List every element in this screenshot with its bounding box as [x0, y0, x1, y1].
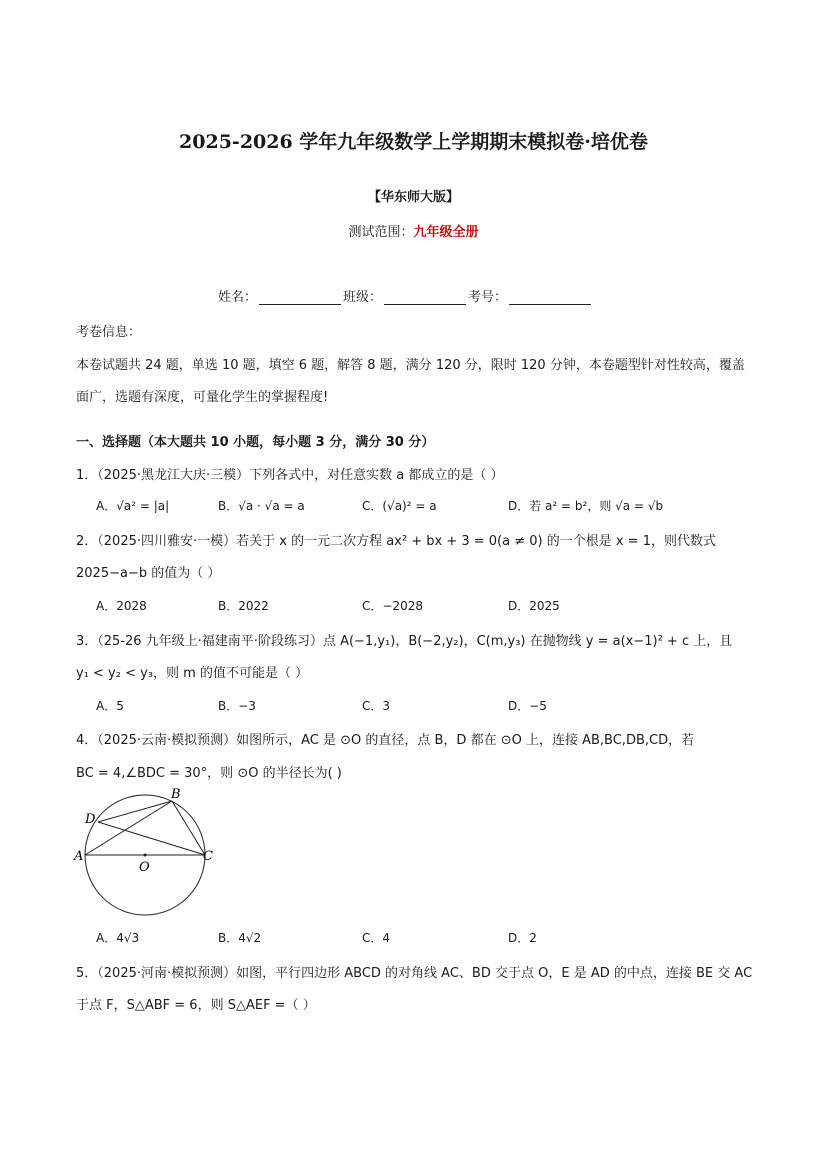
question-4-text: BC = 4,∠BDC = 30°，则 ⊙O 的半径长为( ) [76, 766, 342, 781]
class-label: 班级： [343, 290, 383, 305]
label-c: C [203, 849, 213, 864]
chord-db [98, 801, 172, 822]
q2-option-a[interactable]: A．2028 [96, 599, 147, 613]
number-label: 考号： [468, 290, 508, 305]
question-5-text: 5．（2025·河南·模拟预测）如图，平行四边形 ABCD 的对角线 AC、BD 交于点 O，E 是 AD 的中点，连接 BE 交 AC [76, 966, 753, 981]
question-2-text: 2025−a−b 的值为（ ） [76, 566, 221, 581]
center-point [144, 854, 147, 857]
info-heading: 考卷信息： [76, 325, 142, 340]
page-title: 2025-2026 学年九年级数学上学期期末模拟卷·培优卷 [179, 131, 648, 153]
question-1-text: 1．（2025·黑龙江大庆·三模）下列各式中，对任意实数 a 都成立的是（ ） [76, 468, 504, 483]
student-info-fields [218, 286, 593, 305]
number-field[interactable] [509, 290, 591, 305]
q3-option-a[interactable]: A．5 [96, 699, 124, 713]
q2-option-b[interactable]: B．2022 [218, 599, 269, 613]
circle-diagram [70, 788, 230, 920]
scope-label: 测试范围： [348, 225, 414, 240]
info-line: 面广，选题有深度，可量化学生的掌握程度! [76, 390, 329, 405]
test-scope [0, 221, 827, 240]
chord-dc [98, 822, 205, 855]
name-field[interactable] [259, 290, 341, 305]
section-heading: 一、选择题（本大题共 10 小题，每小题 3 分，满分 30 分） [76, 435, 435, 450]
question-3-text: 3．（25-26 九年级上·福建南平·阶段练习）点 A(−1,y₁)，B(−2,y₂)，C(m,y₃) 在抛物线 y = a(x−1)² + c 上，且 [76, 634, 733, 649]
q2-option-c[interactable]: C．−2028 [362, 599, 423, 613]
scope-value: 九年级全册 [413, 225, 479, 240]
q1-option-b[interactable]: B．√a · √a = a [218, 499, 305, 513]
question-4-text: 4．（2025·云南·模拟预测）如图所示，AC 是 ⊙O 的直径，点 B，D 都在 ⊙O 上，连接 AB,BC,DB,CD，若 [76, 733, 695, 748]
q1-option-c[interactable]: C．(√a)² = a [362, 499, 437, 513]
chord-bc [172, 801, 205, 855]
label-o: O [139, 860, 150, 875]
q4-option-c[interactable]: C．4 [362, 931, 391, 945]
question-2-text: 2．（2025·四川雅安·一模）若关于 x 的一元二次方程 ax² + bx + 3 = 0(a ≠ 0) 的一个根是 x = 1，则代数式 [76, 534, 716, 549]
q2-option-d[interactable]: D．2025 [508, 599, 560, 613]
q3-option-b[interactable]: B．−3 [218, 699, 256, 713]
name-label: 姓名： [218, 290, 258, 305]
class-field[interactable] [384, 290, 466, 305]
label-a: A [74, 849, 84, 864]
question-3-text: y₁ < y₂ < y₃，则 m 的值不可能是（ ） [76, 666, 309, 681]
info-line: 本卷试题共 24 题，单选 10 题，填空 6 题，解答 8 题，满分 120 分，限时 120 分钟，本卷题型针对性较高，覆盖 [76, 358, 745, 373]
q3-option-d[interactable]: D．−5 [508, 699, 547, 713]
q4-option-d[interactable]: D．2 [508, 931, 537, 945]
chord-ab [85, 801, 172, 855]
q4-option-b[interactable]: B．4√2 [218, 931, 262, 945]
q1-option-a[interactable]: A．√a² = |a| [96, 499, 170, 513]
label-b: B [171, 788, 181, 802]
q3-option-c[interactable]: C．3 [362, 699, 391, 713]
q4-option-a[interactable]: A．4√3 [96, 931, 140, 945]
label-d: D [85, 812, 96, 827]
edition-label: 【华东师大版】 [367, 190, 459, 205]
question-5-text: 于点 F，S△ABF = 6，则 S△AEF =（ ） [76, 998, 316, 1013]
q1-option-d[interactable]: D．若 a² = b²，则 √a = √b [508, 499, 664, 513]
